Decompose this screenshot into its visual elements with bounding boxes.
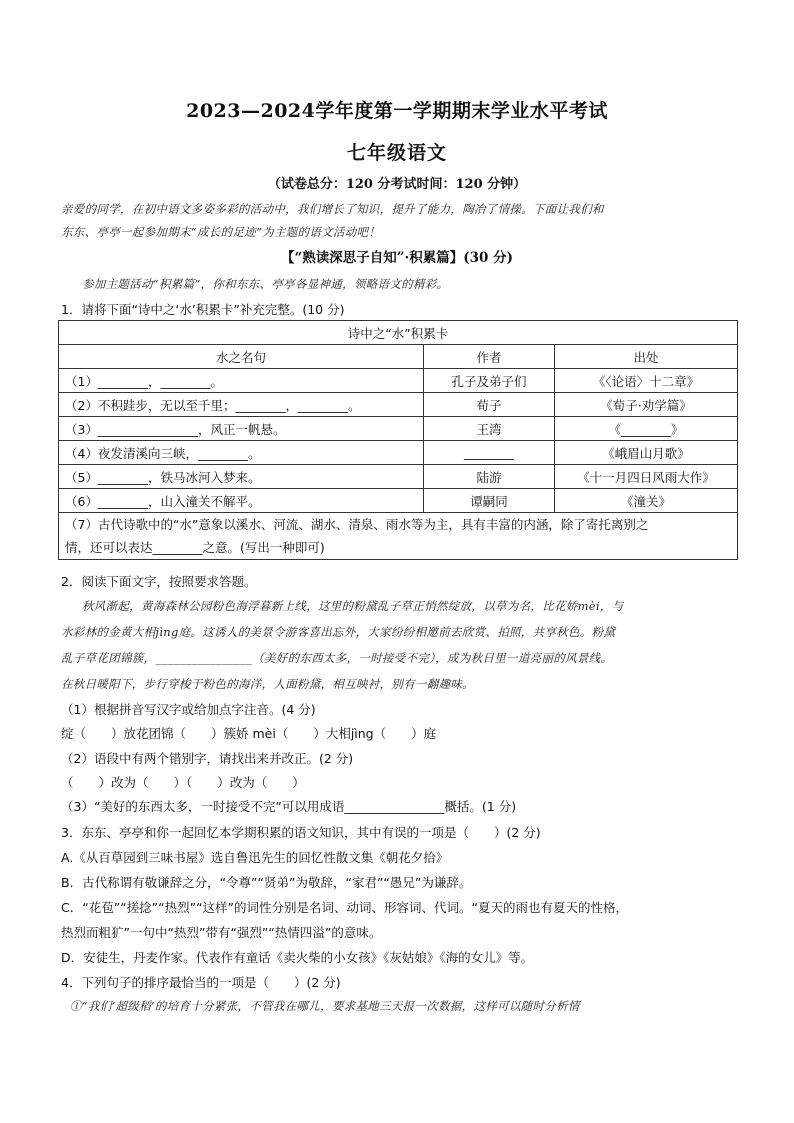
q2-sub-1: （1）根据拼音写汉字或给加点字注音。(4 分) [61, 702, 316, 717]
q4-sentence-1: ①“我们‘超级稻’的培育十分紧张，不管我在哪儿，要求基地三天报一次数据，这样可以随时分析情 [70, 999, 580, 1013]
q3-option-c-2: 热烈而粗犷”一句中“热烈”带有“强烈”“热情四溢”的意味。 [61, 925, 382, 940]
intro-line-1: 亲爱的同学，在初中语文多姿多彩的活动中，我们增长了知识，提升了能力，陶冶了情操。下面让我们和 [61, 202, 604, 216]
table-row [59, 513, 738, 560]
section-heading: 【“熟读深思子自知”·积累篇】(30 分) [281, 250, 513, 266]
q2-passage-3: 乱子草花团锦簇，________________（美好的东西太多，一时接受不完），成为秋日里一道亮丽的风景线。 [61, 651, 613, 665]
row-author: 王湾 [424, 417, 555, 441]
row-author: ________ [424, 441, 555, 465]
q3-option-b: B．古代称谓有敬谦辞之分，“令尊”“贤弟”为敬辞，“家君”“愚兄”为谦辞。 [61, 875, 472, 890]
q2-stem: 2．阅读下面文字，按照要求答题。 [61, 574, 257, 589]
row-author: 荀子 [424, 393, 555, 417]
q2-passage-4: 在秋日暖阳下，步行穿梭于粉色的海洋，人面粉黛，相互映衬，别有一翻趣味。 [61, 677, 474, 691]
exam-title: 2023—2024学年度第一学期期末学业水平考试 [186, 100, 608, 122]
table-row [59, 465, 738, 489]
exam-info: （试卷总分：120 分考试时间：120 分钟） [267, 177, 527, 192]
row-sentence: （3）________________，风正一帆悬。 [59, 417, 424, 441]
row-7-line-1: （7）古代诗歌中的“水”意象以溪水、河流、湖水、清泉、雨水等为主，具有丰富的内涵，除了寄托离别之 [65, 517, 649, 532]
row-sentence: （2）不积跬步，无以至千里；________，________。 [59, 393, 424, 417]
q2-sub-1-items: 绽（ ）放花团锦（ ）簇娇 mèi（ ）大相jìng（ ）庭 [61, 726, 437, 741]
q2-passage-1: 秋风渐起，黄海森林公园粉色海浮暮新上线，这里的粉黛乱子草正悄然绽放，以草为名，比花娇mèi，与 [82, 599, 624, 613]
table-row [59, 417, 738, 441]
header-source: 出处 [555, 345, 738, 369]
q2-sub-2: （2）语段中有两个错别字，请找出来并改正。(2 分) [61, 751, 354, 766]
row-sentence: （6）________，山入潼关不解平。 [59, 489, 424, 513]
table-row [59, 369, 738, 393]
row-source: 《峨眉山月歌》 [555, 441, 738, 465]
accumulation-card-table [58, 320, 738, 560]
intro-line-2: 东东、亭亭一起参加期末“成长的足迹”为主题的语文活动吧！ [61, 225, 381, 239]
row-source: 《荀子·劝学篇》 [555, 393, 738, 417]
row-author: 谭嗣同 [424, 489, 555, 513]
table-row [59, 441, 738, 465]
row-7-line-2: 情，还可以表达________之意。(写出一种即可) [65, 540, 325, 555]
row-source: 《________》 [555, 417, 738, 441]
table-row [59, 393, 738, 417]
q2-sub-2-items: （ ）改为（ ）（ ）改为（ ） [61, 775, 305, 790]
header-sentence: 水之名句 [59, 345, 424, 369]
row-source: 《〈论语〉十二章》 [555, 369, 738, 393]
q4-stem: 4．下列句子的排序最恰当的一项是（ ）(2 分) [61, 975, 341, 990]
card-title: 诗中之“水”积累卡 [59, 321, 738, 345]
q3-option-d: D．安徒生，丹麦作家。代表作有童话《卖火柴的小女孩》《灰姑娘》《海的女儿》等。 [61, 950, 534, 965]
section-note: 参加主题活动“积累篇”，你和东东、亭亭各显神通，领略语文的精彩。 [82, 277, 449, 291]
row-author: 孔子及弟子们 [424, 369, 555, 393]
q2-sub-3: （3）“美好的东西太多，一时接受不完”可以用成语________________概括。(1 分) [61, 799, 517, 814]
header-author: 作者 [424, 345, 555, 369]
row-sentence: （5）________，铁马冰河入梦来。 [59, 465, 424, 489]
row-sentence: （1）________，________。 [59, 369, 424, 393]
subject-title: 七年级语文 [346, 142, 447, 164]
table-row [59, 489, 738, 513]
row-source: 《潼关》 [555, 489, 738, 513]
row-source: 《十一月四日风雨大作》 [555, 465, 738, 489]
row-sentence: （4）夜发清溪向三峡，________。 [59, 441, 424, 465]
q1-stem: 1．请将下面“诗中之‘水’积累卡”补充完整。(10 分) [61, 302, 345, 317]
q3-option-a: A.《从百草园到三味书屋》选自鲁迅先生的回忆性散文集《朝花夕拾》 [61, 850, 449, 865]
row-author: 陆游 [424, 465, 555, 489]
q3-option-c-1: C．“花苞”“搓捻”“热烈”“这样”的词性分别是名词、动词、形容词、代词。“夏天的雨也有夏天的性格， [61, 900, 629, 915]
q2-passage-2: 水彩林的金黄大相jìng庭。这诱人的美景令游客喜出忘外，大家纷纷相邀前去欣赏、拍照，共享秋色。粉黛 [61, 625, 616, 639]
row-7-cell [59, 513, 738, 560]
q3-stem: 3．东东、亭亭和你一起回忆本学期积累的语文知识，其中有误的一项是（ ）(2 分) [61, 825, 541, 840]
